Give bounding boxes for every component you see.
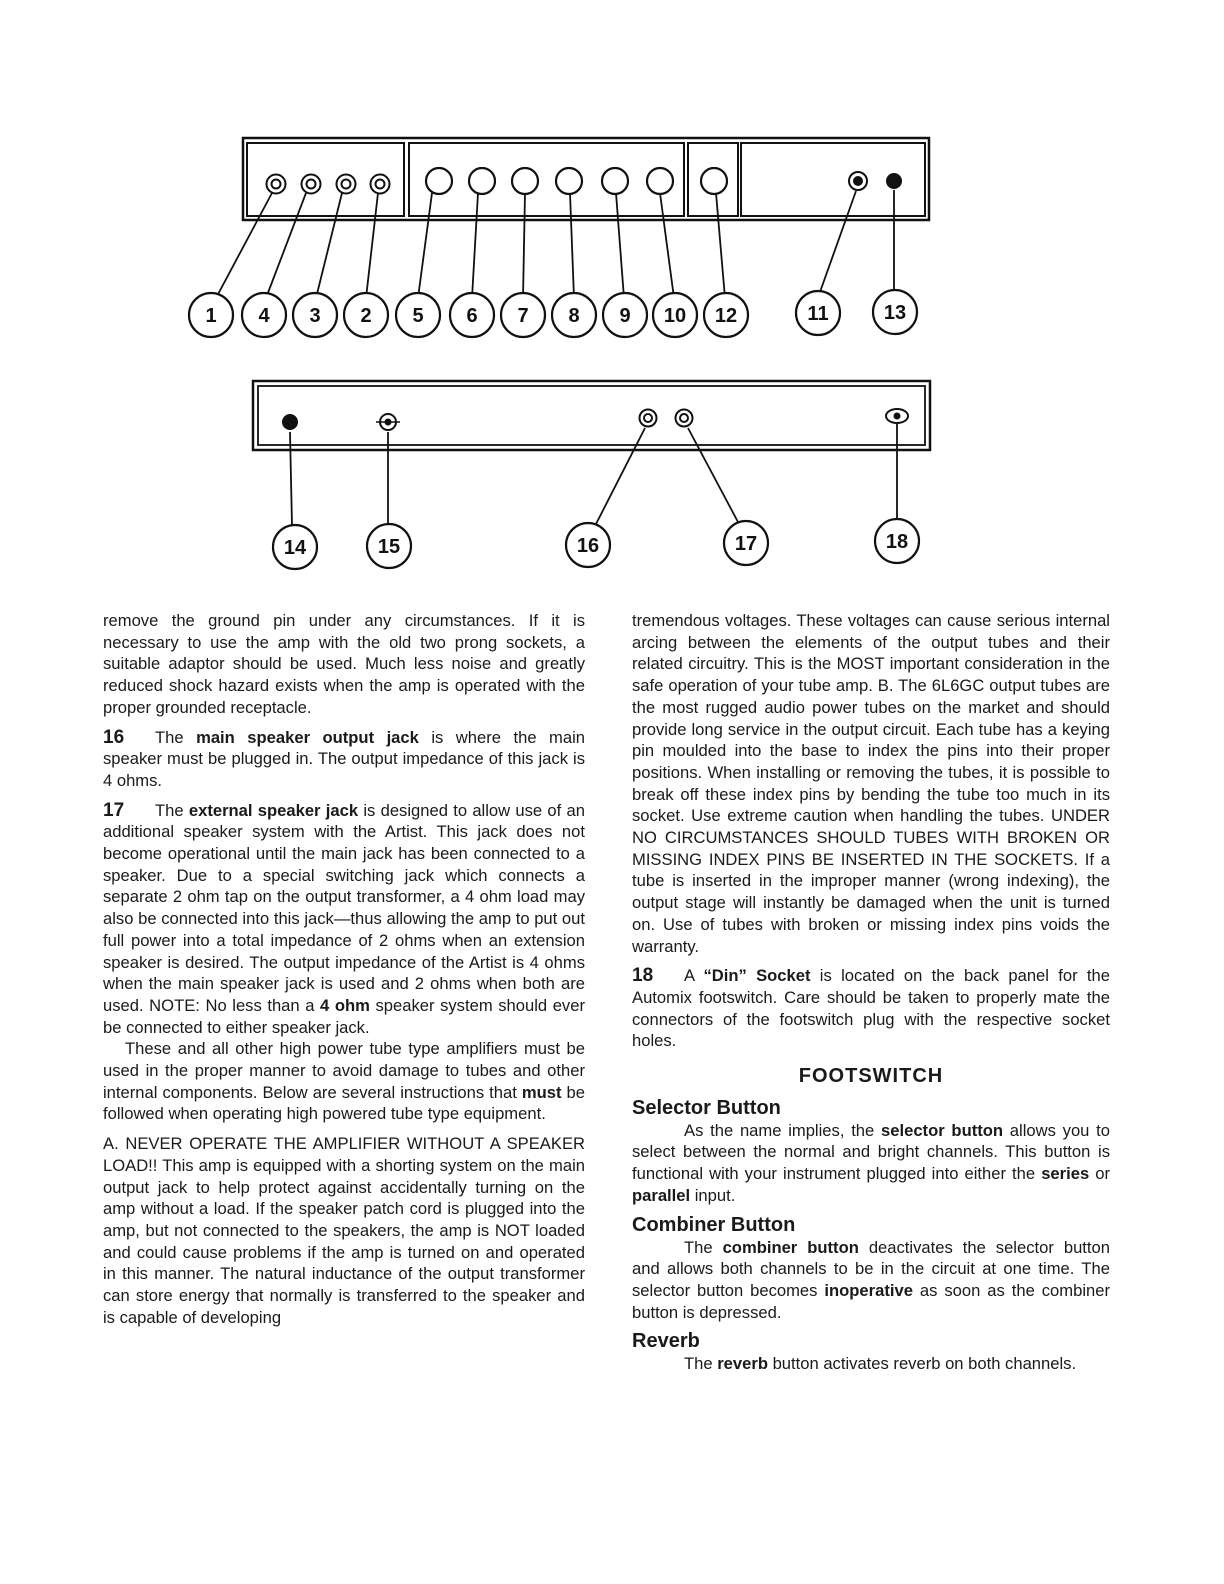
amp-panel-diagram [0,0,1224,600]
callout-15: 15 [377,536,401,558]
back-panel-jacks [282,409,908,430]
callout-7: 7 [517,305,529,327]
footswitch-heading: FOOTSWITCH [798,1065,944,1088]
callout-18: 18 [885,531,909,553]
callout-8: 8 [568,305,580,327]
callout-11: 11 [807,303,829,325]
callout-16: 16 [576,535,600,557]
item-number: 17 [103,799,125,821]
item-17-paragraph: 17 The external speaker jack is designed to allow use of an additional speaker system with the Artist. This jack does not become operational until the main jack has been connected to a speaker. Due to a special switching jack which connects a separate 2 ohm tap on the output transformer, a 4 ohm load may also be connected into this jack—thus allowing the amp to put out full power into a total impedance of 2 ohms when an extension speaker is desired. The output impedance of the Artist is 4 ohms when the main speaker jack is used and 2 ohms when both are used. NOTE: No less than a 4 ohm speaker system should ever be connected to either speaker jack. [103,799,585,1037]
reverb-heading: Reverb [632,1330,700,1353]
back-callouts [273,519,919,569]
callout-17: 17 [734,533,758,555]
item-16-paragraph: 16 The main speaker output jack is where the main speaker must be plugged in. The output impedance of this jack is 4 ohms. [103,726,585,790]
term-4-ohm: 4 ohm [320,995,370,1015]
term-must: must [521,1082,562,1102]
callout-4: 4 [258,305,270,327]
reverb-paragraph: The reverb button activates reverb on both channels. [684,1354,1077,1374]
item-number: 16 [103,726,125,748]
front-callouts [189,290,917,337]
voltage-paragraph: tremendous voltages. These voltages can cause serious internal arcing between the elements of the output tubes and their related circuitry. This is the MOST important consideration in the safe operation of your tube amp. B. The 6L6GC output tubes are the most rugged audio power tubes on the market and should provide long service in the output circuit. Each tube has a keying pin moulded into the base to index the pins into their proper positions. When installing or removing the tubes, it is possible to break off these index pins by bending the tube too much in its socket. Use extreme caution when handling the tubes. UNDER NO CIRCUMSTANCES SHOULD TUBES WITH BROKEN OR MISSING INDEX PINS BE INSERTED IN THE SOCKETS. If a tube is inserted in the improper manner (wrong indexing), the output stage will instantly be damaged when the unit is turned on. Use of tubes with broken or missing index pins voids the warranty. [632,611,1110,956]
ground-pin-paragraph: remove the ground pin under any circumstances. If it is necessary to use the amp with the old two prong sockets, a suitable adaptor should be used. Much less noise and greatly reduced shock hazard exists when the amp is operated with the proper grounded receptacle. [103,611,585,717]
term-external-speaker-jack: external speaker jack [188,800,359,820]
callout-2: 2 [360,305,372,327]
front-knobs [426,168,727,194]
power-controls [849,172,902,190]
back-panel [253,381,930,450]
instruction-a-paragraph: A. NEVER OPERATE THE AMPLIFIER WITHOUT A SPEAKER LOAD!! This amp is equipped with a shorting system on the main output jack to help protect against accidentally turning on the amp without a load. If the speaker patch cord is plugged into the amp, but not connected to the speakers, the amp is NOT loaded and could cause problems if the amp is turned on and operated in this manner. The natural inductance of the output transformer can store energy that normally is transferred to the speaker and is capable of developing [103,1134,585,1327]
back-leader-lines [290,424,897,526]
selector-button-paragraph: As the name implies, the selector button allows you to select between the normal and bright channels. This button is functional with your instrument plugged into either the series or parallel input. [632,1120,1110,1205]
front-leader-lines [216,190,894,298]
item-18-paragraph: 18 A “Din” Socket is located on the back panel for the Automix footswitch. Care should be taken to properly mate the connectors of the footswitch plug with the respective socket holes. [632,965,1110,1051]
right-column [632,610,1110,1375]
left-column [103,610,585,1329]
callout-9: 9 [619,305,631,327]
combiner-button-heading: Combiner Button [632,1213,796,1236]
callout-10: 10 [663,305,687,327]
callout-5: 5 [412,305,424,327]
callout-13: 13 [883,302,907,324]
callout-14: 14 [283,537,307,559]
front-input-jacks [267,175,390,194]
combiner-button-paragraph: The combiner button deactivates the selector button and allows both channels to be in the circuit at one time. The selector button becomes inoperative as soon as the combiner button is depressed. [632,1237,1110,1322]
selector-button-heading: Selector Button [632,1096,781,1119]
term-din-socket: “Din” Socket [703,966,811,986]
term-main-speaker-output-jack: main speaker output jack [196,727,419,747]
callout-3: 3 [309,305,321,327]
high-power-paragraph: These and all other high power tube type amplifiers must be used in the proper manner to avoid damage to tubes and other internal components. Below are several instructions that must be followed when operating high powered tube type equipment. [103,1039,585,1124]
callout-1: 1 [205,305,217,327]
callout-6: 6 [466,305,478,327]
callout-12: 12 [714,305,738,327]
item-number: 18 [632,965,654,987]
